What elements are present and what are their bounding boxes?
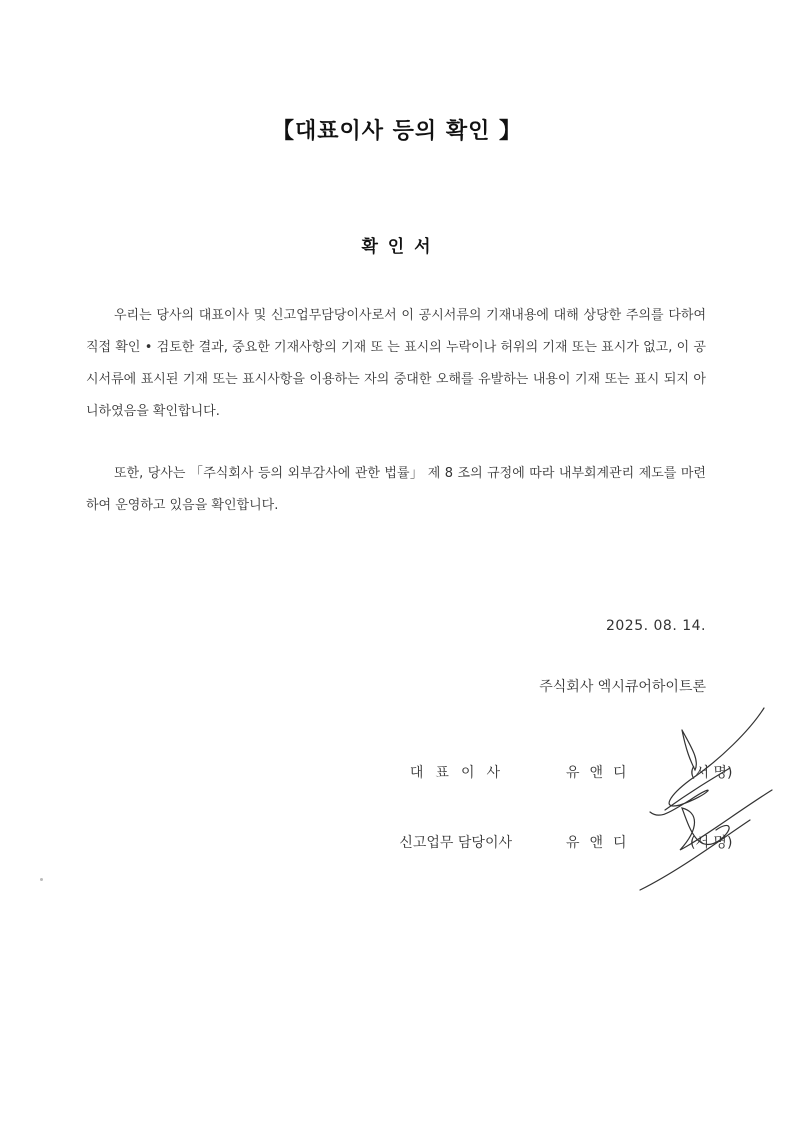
paragraph-1: [86, 300, 706, 428]
document-subtitle: 확 인 서: [361, 237, 433, 257]
signature-label: (서 명): [690, 835, 733, 851]
scan-speck: [40, 878, 43, 881]
paragraph-1-text: 우리는 당사의 대표이사 및 신고업무담당이사로서 이 공시서류의 기재내용에 대해 상당한 주의를 다하여 직접 확인 • 검토한 결과, 중요한 기재사항의 기재 또 는 표시의 누락이나 허위의 기재 또는 표시가 없고, 이 공시서류에 표시된 기재 또는 표시사항을 이용하는 자의 중대한 오해를 유발하는 내용이 기재 또는 표시 되지 아니하였음을 확인합니다.: [86, 308, 706, 419]
company-name: 주식회사 엑시큐어하이트론: [539, 679, 706, 695]
signer-name: 유앤디: [566, 765, 637, 781]
paragraph-2: [86, 458, 706, 522]
paragraph-2-text: 또한, 당사는 「주식회사 등의 외부감사에 관한 법률」 제 8 조의 규정에 따라 내부회계관리 제도를 마련하여 운영하고 있음을 확인합니다.: [86, 466, 706, 513]
signer-role: 신고업무 담당이사: [399, 835, 512, 851]
document-date: 2025. 08. 14.: [605, 618, 706, 634]
handwritten-signature: [620, 700, 780, 900]
signer-role: 대표이사: [409, 765, 512, 781]
signer-name: 유앤디: [566, 835, 637, 851]
signature-label: (서 명): [690, 765, 733, 781]
document-title: 【대표이사 등의 확인 】: [272, 119, 522, 144]
